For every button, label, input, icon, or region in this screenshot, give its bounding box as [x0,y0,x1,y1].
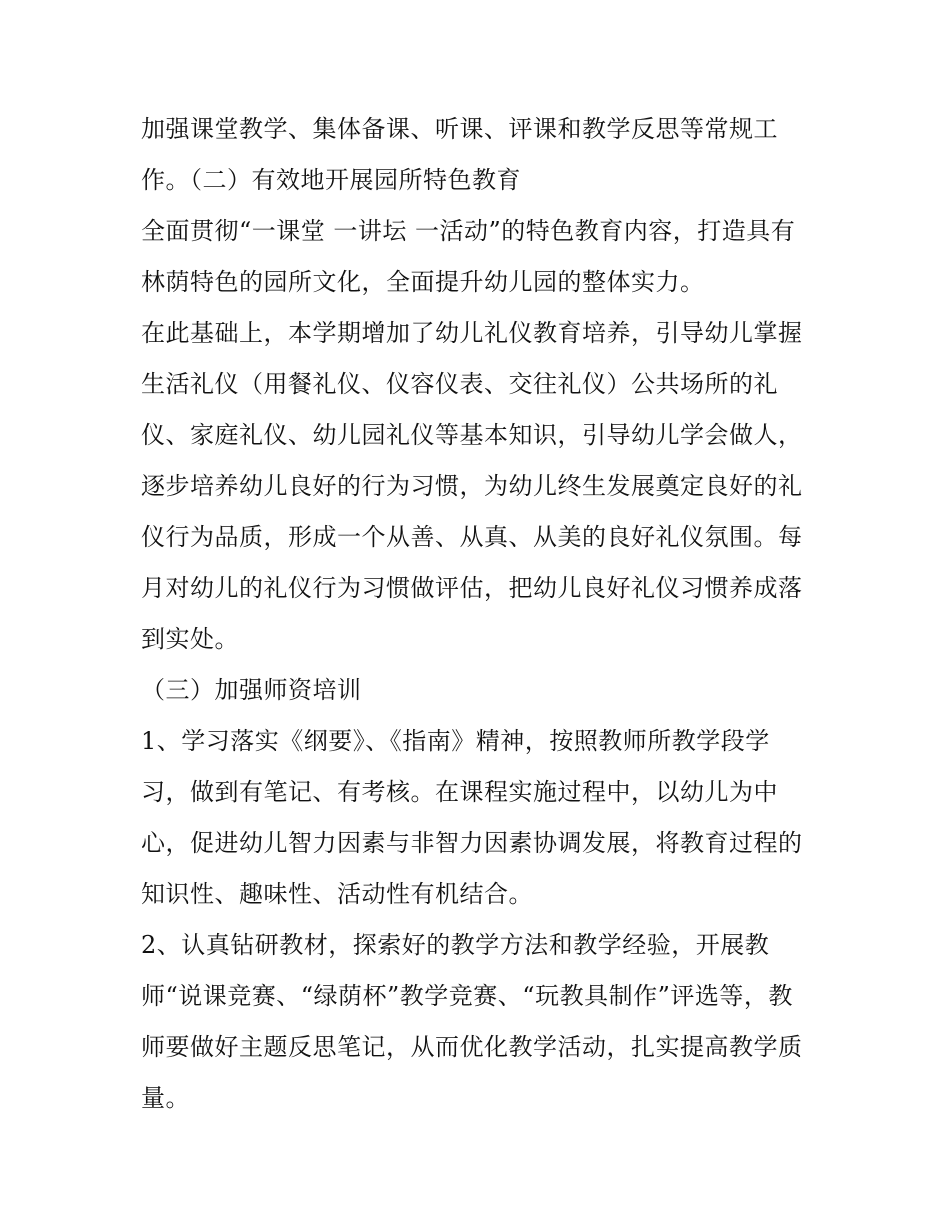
text-line: 量。 [141,1084,190,1112]
text-line: 逐步培养幼儿良好的行为习惯，为幼儿终生发展奠定良好的礼 [141,472,803,500]
text-line: 生活礼仪（用餐礼仪、仪容仪表、交往礼仪）公共场所的礼 [141,370,778,398]
text-line: 全面贯彻“一课堂 一讲坛 一活动”的特色教育内容，打造具有 [141,217,796,245]
text-line: 师“说课竞赛、“绿荫杯”教学竞赛、“玩教具制作”评选等，教 [141,982,793,1010]
text-line: 林荫特色的园所文化，全面提升幼儿园的整体实力。 [141,268,705,296]
text-line: 月对幼儿的礼仪行为习惯做评估，把幼儿良好礼仪习惯养成落 [141,574,803,602]
text-line: 仪、家庭礼仪、幼儿园礼仪等基本知识，引导幼儿学会做人， [141,421,803,449]
text-line: 到实处。 [141,625,239,653]
text-line: 心，促进幼儿智力因素与非智力因素协调发展，将教育过程的 [141,829,803,857]
text-line: 1、学习落实《纲要》、《指南》精神，按照教师所教学段学 [141,727,770,755]
text-line: 作。（二）有效地开展园所特色教育 [141,166,521,194]
text-line: 在此基础上，本学期增加了幼儿礼仪教育培养，引导幼儿掌握 [141,319,803,347]
text-line: 仪行为品质，形成一个从善、从真、从美的良好礼仪氛围。每 [141,523,803,551]
text-line: 习，做到有笔记、有考核。在课程实施过程中，以幼儿为中 [141,778,778,806]
text-line: 师要做好主题反思笔记，从而优化教学活动，扎实提高教学质 [141,1033,803,1061]
text-line: 加强课堂教学、集体备课、听课、评课和教学反思等常规工 [141,115,778,143]
text-line: 2、认真钻研教材，探索好的教学方法和教学经验，开展教 [141,931,770,959]
section-heading: （三）加强师资培训 [141,676,362,704]
text-line: 知识性、趣味性、活动性有机结合。 [141,880,533,908]
document-body [141,104,821,1124]
